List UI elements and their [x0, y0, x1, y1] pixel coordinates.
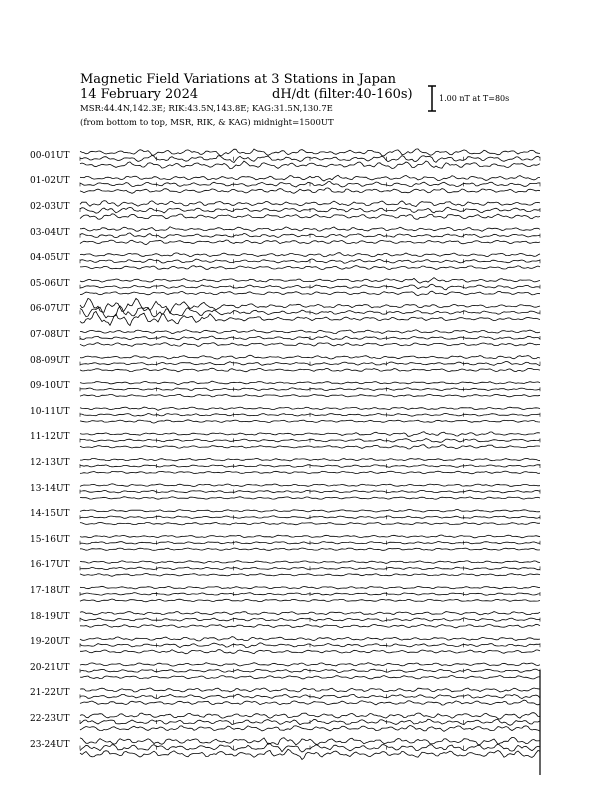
trace-12-13ut-kag [80, 458, 540, 461]
trace-10-11ut-kag [80, 407, 540, 410]
trace-22-23ut-msr [80, 725, 540, 731]
hour-label-05-06ut: 05-06UT [30, 278, 70, 289]
trace-18-19ut-msr [80, 624, 540, 628]
chart-quantity: dH/dt (filter:40-160s) [272, 87, 413, 102]
hour-label-16-17ut: 16-17UT [30, 560, 70, 571]
hour-label-20-21ut: 20-21UT [30, 662, 70, 673]
trace-21-22ut-kag [80, 688, 540, 692]
hour-label-15-16ut: 15-16UT [30, 534, 70, 545]
trace-05-06ut-msr [80, 291, 540, 296]
trace-02-03ut-kag [80, 201, 540, 207]
hour-label-12-13ut: 12-13UT [30, 458, 70, 468]
hour-label-01-02ut: 01-02UT [30, 176, 70, 187]
trace-02-03ut-msr [80, 214, 540, 219]
hour-label-04-05ut: 04-05UT [30, 253, 70, 264]
trace-00-01ut-msr [80, 161, 540, 169]
trace-22-23ut-kag [80, 713, 540, 719]
trace-09-10ut-msr [80, 394, 540, 397]
trace-03-04ut-kag [80, 227, 540, 232]
trace-23-24ut-msr [80, 749, 540, 759]
hour-label-21-22ut: 21-22UT [30, 688, 70, 699]
trace-13-14ut-msr [80, 497, 540, 500]
trace-18-19ut-kag [80, 612, 540, 615]
trace-15-16ut-msr [80, 548, 540, 550]
trace-19-20ut-msr [80, 650, 540, 654]
trace-20-21ut-kag [80, 663, 540, 666]
chart-date: 14 February 2024 [80, 87, 199, 102]
hour-label-08-09ut: 08-09UT [30, 355, 70, 366]
trace-16-17ut-kag [80, 561, 540, 564]
hour-label-19-20ut: 19-20UT [30, 637, 70, 648]
chart-title: Magnetic Field Variations at 3 Stations in Japan [80, 72, 397, 87]
station-coordinates: MSR:44.4N,142.3E; RIK:43.5N,143.8E; KAG:31.5N,130.7E [80, 104, 333, 114]
hour-label-06-07ut: 06-07UT [30, 304, 70, 315]
trace-11-12ut-kag [80, 432, 540, 437]
trace-17-18ut-msr [80, 599, 540, 602]
trace-09-10ut-kag [80, 381, 540, 385]
trace-08-09ut-kag [80, 355, 540, 359]
hour-label-13-14ut: 13-14UT [30, 483, 70, 494]
trace-03-04ut-msr [80, 240, 540, 245]
trace-11-12ut-msr [80, 445, 540, 449]
hour-label-22-23ut: 22-23UT [30, 714, 70, 724]
hour-label-11-12ut: 11-12UT [30, 432, 70, 443]
trace-08-09ut-msr [80, 368, 540, 372]
hour-label-14-15ut: 14-15UT [30, 509, 70, 520]
trace-01-02ut-msr [80, 188, 540, 193]
trace-14-15ut-msr [80, 522, 540, 525]
trace-23-24ut-kag [80, 737, 540, 745]
trace-00-01ut-kag [80, 149, 540, 156]
hour-label-17-18ut: 17-18UT [30, 586, 70, 596]
trace-13-14ut-kag [80, 484, 540, 487]
hour-label-23-24ut: 23-24UT [30, 739, 70, 750]
hour-label-10-11ut: 10-11UT [30, 406, 70, 417]
scale-bar-label: 1.00 nT at T=80s [439, 94, 510, 103]
hour-label-07-08ut: 07-08UT [30, 330, 70, 340]
hour-label-00-01ut: 00-01UT [30, 150, 70, 161]
trace-10-11ut-msr [80, 420, 540, 423]
trace-21-22ut-msr [80, 700, 540, 705]
trace-01-02ut-kag [80, 175, 540, 181]
trace-07-08ut-kag [80, 330, 540, 334]
hour-label-03-04ut: 03-04UT [30, 227, 70, 238]
trace-16-17ut-msr [80, 574, 540, 577]
trace-12-13ut-msr [80, 471, 540, 474]
trace-20-21ut-msr [80, 676, 540, 679]
trace-19-20ut-kag [80, 637, 540, 641]
hour-label-02-03ut: 02-03UT [30, 202, 70, 212]
trace-04-05ut-kag [80, 253, 540, 257]
trace-15-16ut-kag [80, 535, 540, 538]
trace-05-06ut-kag [80, 278, 540, 284]
trace-07-08ut-msr [80, 343, 540, 347]
trace-17-18ut-kag [80, 586, 540, 589]
trace-14-15ut-kag [80, 510, 540, 513]
hour-label-09-10ut: 09-10UT [30, 381, 70, 392]
hour-label-18-19ut: 18-19UT [30, 611, 70, 622]
station-order-note: (from bottom to top, MSR, RIK, & KAG) midnight=1500UT [80, 118, 334, 128]
trace-04-05ut-msr [80, 266, 540, 270]
